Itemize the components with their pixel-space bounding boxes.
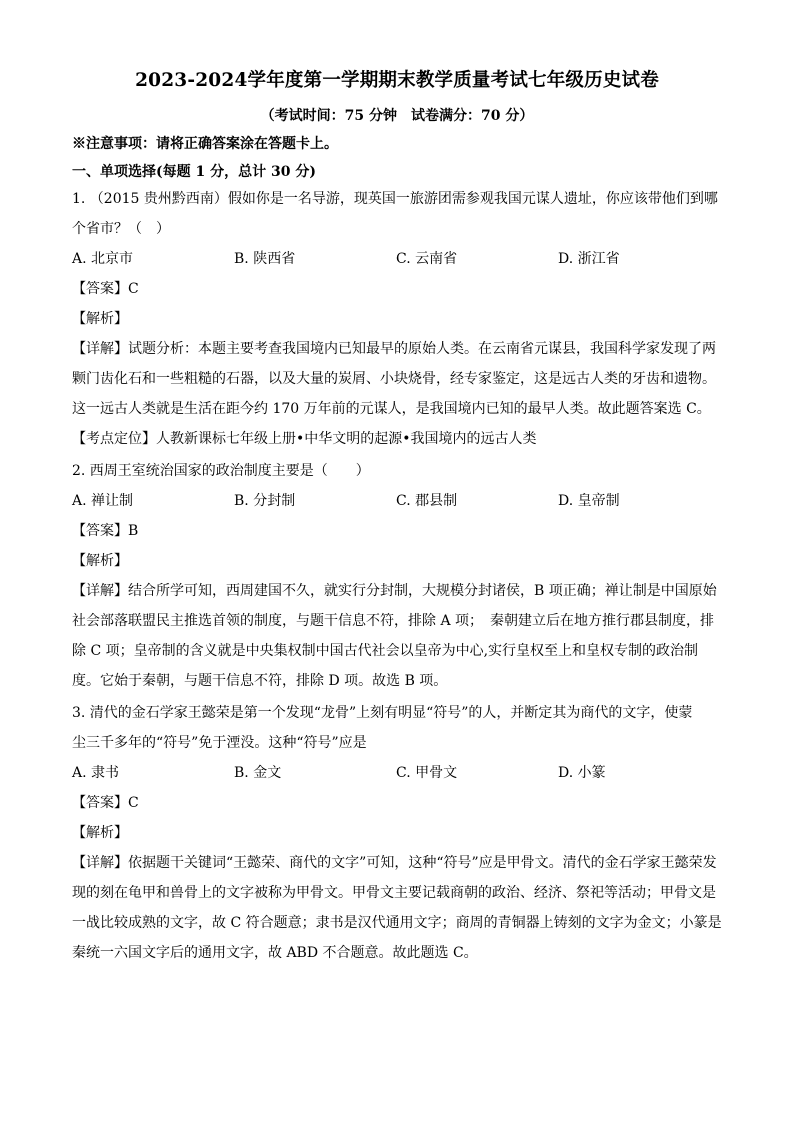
question-2-stem-line-1: 2. 西周王室统治国家的政治制度主要是（ ） [72,463,370,479]
question-3-analysis-label: 【解析】 [72,825,128,841]
question-2-options [72,486,722,516]
question-2-detail-line-2: 社会部落联盟民主推选首领的制度，与题干信息不符，排除 A 项； 秦朝建立后在地方推行郡县制度，排 [72,613,715,629]
answer-label: 【答案】 [72,281,128,297]
question-1-detail-line-2: 颗门齿化石和一些粗糙的石器，以及大量的炭屑、小块烧骨，经专家鉴定，这是远古人类的牙齿和遗物。 [72,371,716,387]
question-3-option-c: C. 甲骨文 [396,765,458,781]
section-title: 一、单项选择(每题 1 分，总计 30 分) [72,164,316,180]
question-1-options [72,244,722,274]
question-1-option-c: C. 云南省 [396,251,458,267]
question-3-detail-line-3: 一战比较成熟的文字，故 C 符合题意；隶书是汉代通用文字；商周的青铜器上铸刻的文字为金文；小篆是 [72,915,722,931]
detail-label: 【详解】 [72,855,128,871]
question-2-answer [72,516,722,546]
question-2-detail-line-3: 除 C 项；皇帝制的含义就是中央集权制中国古代社会以皇帝为中心,实行皇权至上和皇权专制的政治制 [72,643,699,659]
question-3-detail-line-1 [72,848,722,878]
question-1-stem-line-1: 1. （2015 贵州黔西南）假如你是一名导游，现英国一旅游团需参观我国元谋人遗址，你应该带他们到哪 [72,191,718,207]
detail-text: 试题分析：本题主要考查我国境内已知最早的原始人类。在云南省元谋县，我国科学家发现了两 [128,341,716,357]
exam-title: 2023-2024学年度第一学期期末教学质量考试七年级历史试卷 [135,70,659,91]
question-1-option-d: D. 浙江省 [558,251,620,267]
question-2-option-b: B. 分封制 [234,493,296,509]
question-3-option-b: B. 金文 [234,765,282,781]
question-2-detail-line-4: 度。它始于秦朝，与题干信息不符，排除 D 项。故选 B 项。 [72,673,448,689]
question-1-answer [72,274,722,304]
question-2 [72,456,722,696]
question-3-options [72,758,722,788]
question-3-detail-line-2: 现的刻在龟甲和兽骨上的文字被称为甲骨文。甲骨文主要记载商朝的政治、经济、祭祀等活动；甲骨文是 [72,885,716,901]
question-1-point [72,424,722,454]
question-1-stem-line-2: 个省市？（ ） [72,221,170,237]
question-1-detail-line-1 [72,334,722,364]
question-3-stem-line-1: 3. 清代的金石学家王懿荣是第一个发现“龙骨”上刻有明显“符号”的人，并断定其为商代的文字，使蒙 [72,705,693,721]
detail-label: 【详解】 [72,341,128,357]
question-1-analysis-label: 【解析】 [72,311,128,327]
question-1-option-b: B. 陕西省 [234,251,296,267]
answer-label: 【答案】 [72,795,128,811]
question-1-detail-line-3: 这一远古人类就是生活在距今约 170 万年前的元谋人，是我国境内已知的最早人类。故此题答案选 C。 [72,401,711,417]
detail-label: 【详解】 [72,583,128,599]
point-label: 【考点定位】 [72,431,156,447]
question-3-option-d: D. 小篆 [558,765,606,781]
detail-text: 依据题干关键词“王懿荣、商代的文字”可知，这种“符号”应是甲骨文。清代的金石学家王懿荣发 [128,855,717,871]
exam-subtitle: （考试时间：75 分钟 试卷满分：70 分） [260,108,534,124]
question-3-option-a: A. 隶书 [72,765,120,781]
question-3-detail-line-4: 秦统一六国文字后的通用文字，故 ABD 不合题意。故此题选 C。 [72,945,478,961]
question-1-option-a: A. 北京市 [72,251,134,267]
question-3-answer [72,788,722,818]
question-1 [72,184,722,454]
question-3-stem-line-2: 尘三千多年的“符号”免于湮没。这种“符号”应是 [72,735,367,751]
question-2-option-a: A. 禅让制 [72,493,134,509]
exam-page [72,68,722,968]
answer-label: 【答案】 [72,523,128,539]
exam-notice: ※注意事项：请将正确答案涂在答题卡上。 [72,136,338,152]
point-text: 人教新课标七年级上册•中华文明的起源•我国境内的远古人类 [156,431,537,447]
question-2-detail-line-1 [72,576,722,606]
detail-text: 结合所学可知，西周建国不久，就实行分封制，大规模分封诸侯，B 项正确；禅让制是中国原始 [128,583,717,599]
question-2-option-c: C. 郡县制 [396,493,458,509]
answer-value: B [128,523,139,539]
question-3 [72,698,722,968]
answer-value: C [128,281,139,297]
answer-value: C [128,795,139,811]
question-2-option-d: D. 皇帝制 [558,493,620,509]
question-2-analysis-label: 【解析】 [72,553,128,569]
